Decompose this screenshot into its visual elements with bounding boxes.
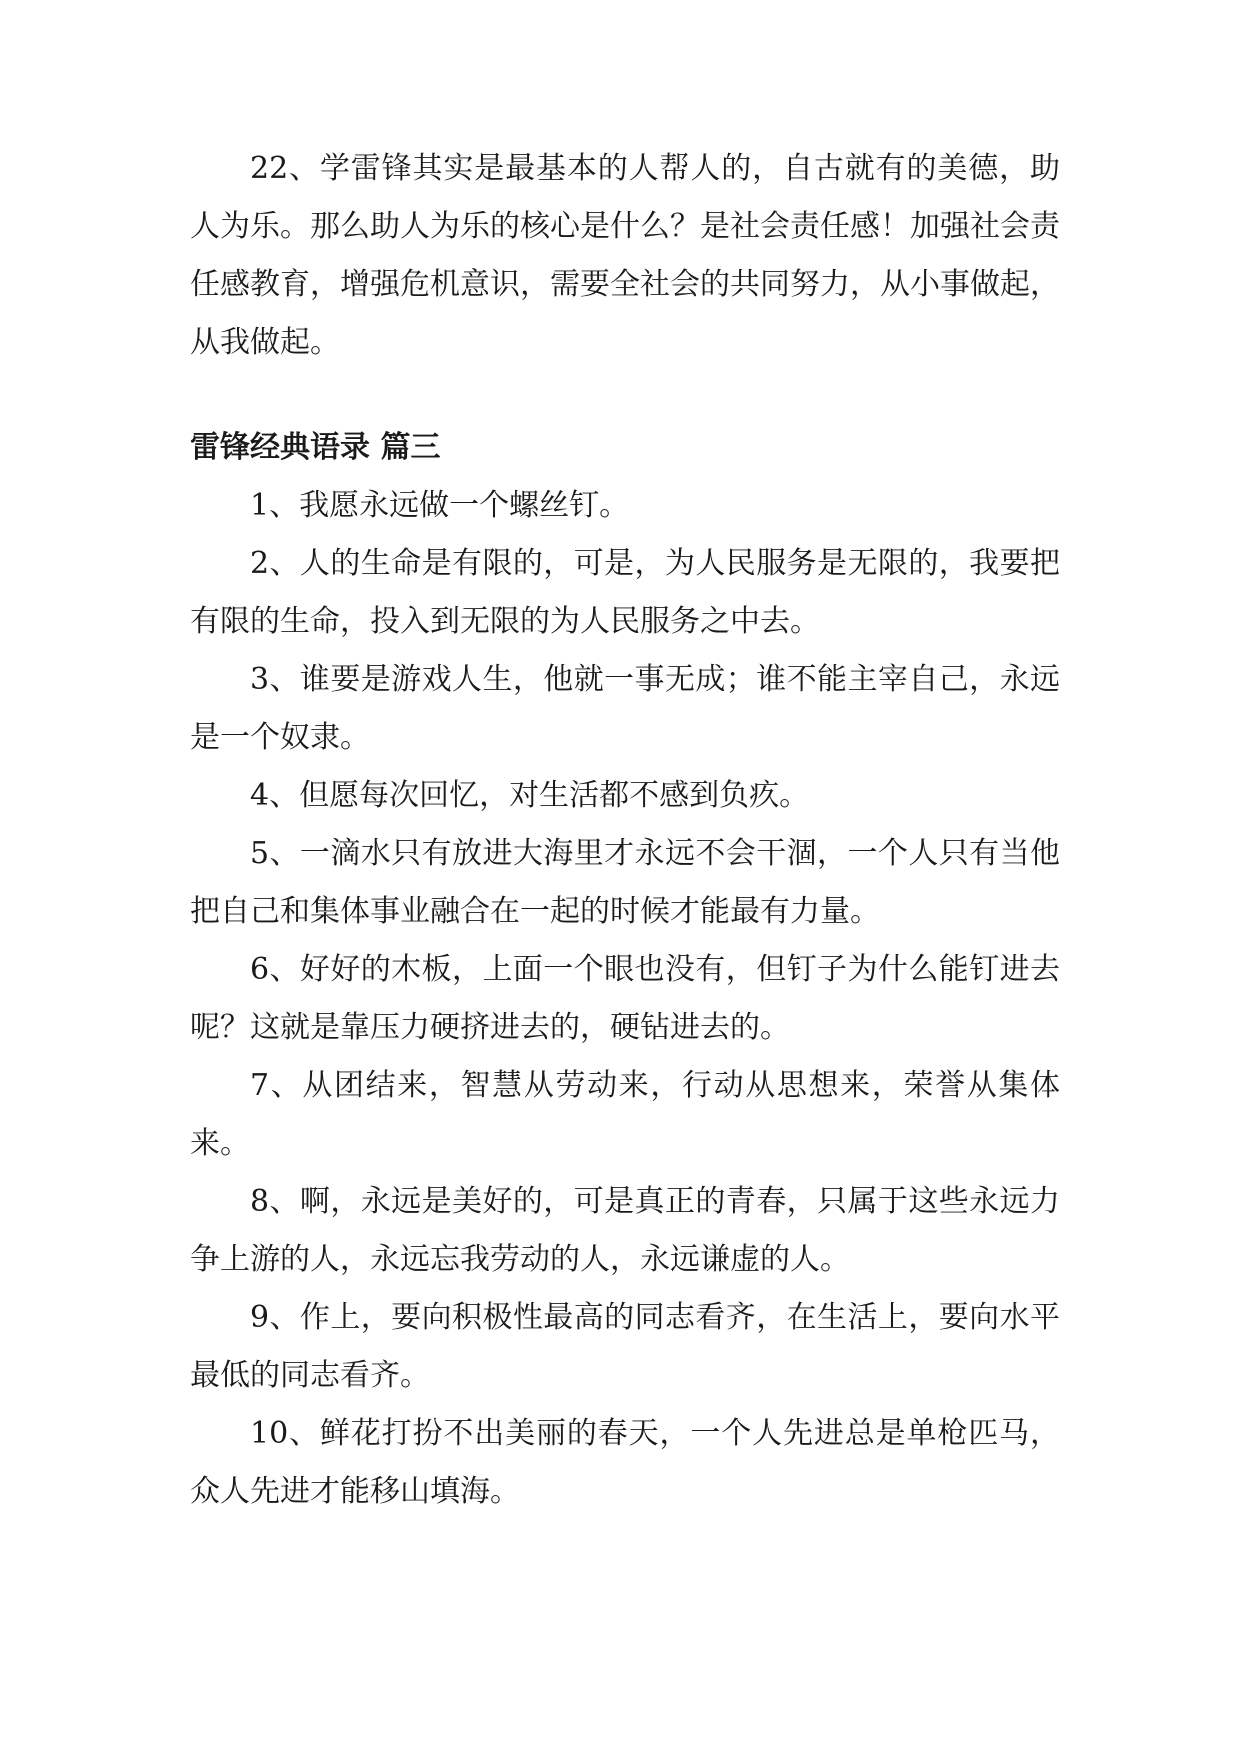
quote-item: 7、从团结来，智慧从劳动来，行动从思想来，荣誉从集体来。 <box>190 1068 1060 1161</box>
quote-item: 2、人的生命是有限的，可是，为人民服务是无限的，我要把有限的生命，投入到无限的为人民服务之中去。 <box>190 546 1060 639</box>
quote-item: 3、谁要是游戏人生，他就一事无成；谁不能主宰自己，永远是一个奴隶。 <box>190 662 1060 755</box>
quote-list <box>190 477 1060 1521</box>
document-page <box>190 140 1060 1521</box>
quote-item: 10、鲜花打扮不出美丽的春天，一个人先进总是单枪匹马，众人先进才能移山填海。 <box>190 1416 1060 1509</box>
quote-item: 9、作上，要向积极性最高的同志看齐，在生活上，要向水平最低的同志看齐。 <box>190 1300 1060 1393</box>
section-title: 雷锋经典语录 篇三 <box>190 430 441 465</box>
quote-item: 5、一滴水只有放进大海里才永远不会干涸，一个人只有当他把自己和集体事业融合在一起的时候才能最有力量。 <box>190 836 1060 929</box>
quote-item: 1、我愿永远做一个螺丝钉。 <box>250 488 630 523</box>
quote-item: 6、好好的木板，上面一个眼也没有，但钉子为什么能钉进去呢？这就是靠压力硬挤进去的，硬钻进去的。 <box>190 952 1060 1045</box>
quote-item: 8、啊，永远是美好的，可是真正的青春，只属于这些永远力争上游的人，永远忘我劳动的人，永远谦虚的人。 <box>190 1184 1060 1277</box>
intro-paragraph: 22、学雷锋其实是最基本的人帮人的，自古就有的美德，助人为乐。那么助人为乐的核心是什么？是社会责任感！加强社会责任感教育，增强危机意识，需要全社会的共同努力，从小事做起，从我做起。 <box>190 151 1060 360</box>
quote-item: 4、但愿每次回忆，对生活都不感到负疚。 <box>250 778 810 813</box>
